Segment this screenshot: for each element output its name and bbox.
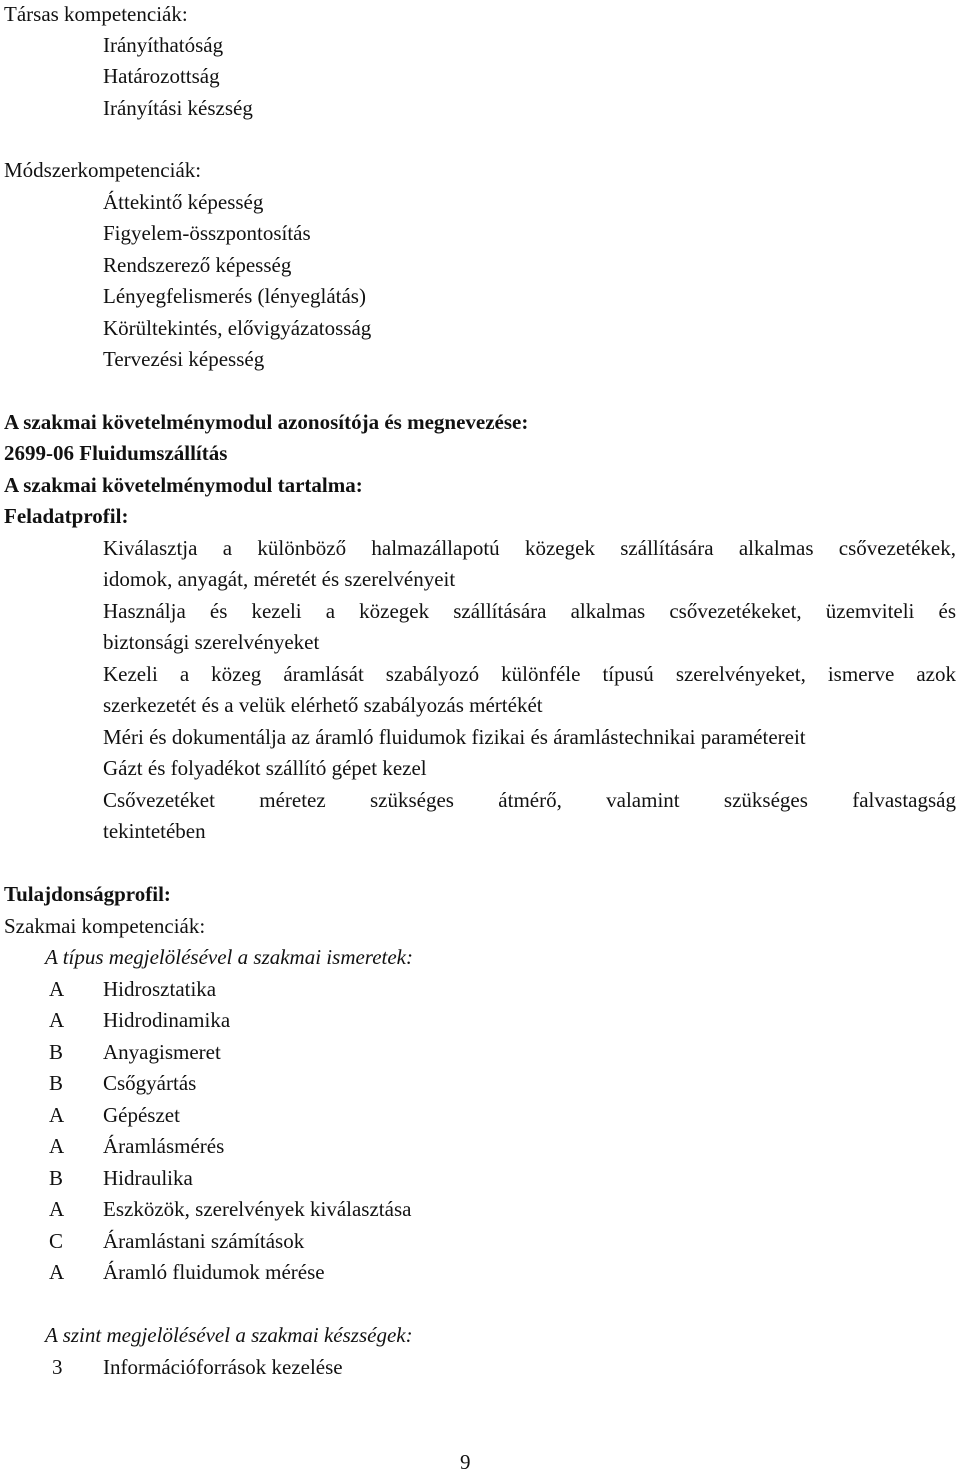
list-item: Irányítási készség — [103, 96, 253, 120]
skill-name: Információforrások kezelése — [103, 1355, 343, 1379]
knowledge-name: Eszközök, szerelvények kiválasztása — [103, 1197, 412, 1221]
knowledge-name: Anyagismeret — [103, 1040, 221, 1064]
task-line: szerkezetét és a velük elérhető szabályozás mértékét — [103, 693, 543, 717]
list-item: Irányíthatóság — [103, 33, 224, 57]
knowledge-type: A — [49, 1008, 65, 1032]
list-item: Lényegfelismerés (lényeglátás) — [103, 284, 366, 308]
task-line: idomok, anyagát, méretét és szerelvényeit — [103, 567, 456, 591]
list-item: Rendszerező képesség — [103, 253, 292, 277]
list-item: Áttekintő képesség — [103, 190, 264, 214]
task-line: Csővezetéket méretez szükséges átmérő, valamint szükséges falvastagság — [103, 788, 956, 812]
knowledge-type: B — [49, 1040, 64, 1064]
list-item: Tervezési képesség — [103, 347, 265, 371]
knowledge-name: Áramlásmérés — [103, 1134, 225, 1158]
module-content-heading: A szakmai követelménymodul tartalma: — [4, 473, 363, 497]
skill-level: 3 — [52, 1355, 63, 1379]
knowledge-name: Áramló fluidumok mérése — [103, 1260, 325, 1284]
keszsegek-heading: A szint megjelölésével a szakmai készségek: — [45, 1323, 413, 1347]
szakmai-kompetenciak-heading: Szakmai kompetenciák: — [4, 914, 206, 938]
task-line: Méri és dokumentálja az áramló fluidumok fizikai és áramlástechnikai paramétereit — [103, 725, 806, 749]
knowledge-name: Hidraulika — [103, 1166, 193, 1190]
module-id-heading: A szakmai követelménymodul azonosítója és megnevezése: — [4, 410, 529, 434]
feladatprofil-heading: Feladatprofil: — [4, 504, 129, 528]
page-number: 9 — [460, 1450, 471, 1474]
list-item: Figyelem-összpontosítás — [103, 221, 311, 245]
knowledge-type: C — [49, 1229, 64, 1253]
knowledge-name: Csőgyártás — [103, 1071, 197, 1095]
knowledge-name: Hidrosztatika — [103, 977, 217, 1001]
ismeretek-heading: A típus megjelölésével a szakmai ismeretek: — [45, 945, 413, 969]
task-line: Kiválasztja a különböző halmazállapotú közegek szállítására alkalmas csővezetékek, — [103, 536, 956, 560]
tarsas-heading: Társas kompetenciák: — [4, 2, 188, 26]
knowledge-type: A — [49, 1260, 65, 1284]
knowledge-type: A — [49, 1103, 65, 1127]
task-line: tekintetében — [103, 819, 206, 843]
task-line: Gázt és folyadékot szállító gépet kezel — [103, 756, 427, 780]
knowledge-type: A — [49, 1134, 65, 1158]
task-line: Használja és kezeli a közegek szállítására alkalmas csővezetékeket, üzemviteli és — [103, 599, 956, 623]
knowledge-name: Gépészet — [103, 1103, 180, 1127]
list-item: Körültekintés, elővigyázatosság — [103, 316, 372, 340]
tulajdonsagprofil-heading: Tulajdonságprofil: — [4, 882, 171, 906]
module-id-name: 2699-06 Fluidumszállítás — [4, 441, 228, 465]
modszer-heading: Módszerkompetenciák: — [4, 158, 202, 182]
knowledge-type: B — [49, 1071, 64, 1095]
knowledge-name: Áramlástani számítások — [103, 1229, 305, 1253]
task-line: Kezeli a közeg áramlását szabályozó különféle típusú szerelvényeket, ismerve azok — [103, 662, 956, 686]
knowledge-type: A — [49, 1197, 65, 1221]
knowledge-name: Hidrodinamika — [103, 1008, 231, 1032]
knowledge-type: A — [49, 977, 65, 1001]
knowledge-type: B — [49, 1166, 64, 1190]
task-line: biztonsági szerelvényeket — [103, 630, 320, 654]
list-item: Határozottság — [103, 64, 220, 88]
